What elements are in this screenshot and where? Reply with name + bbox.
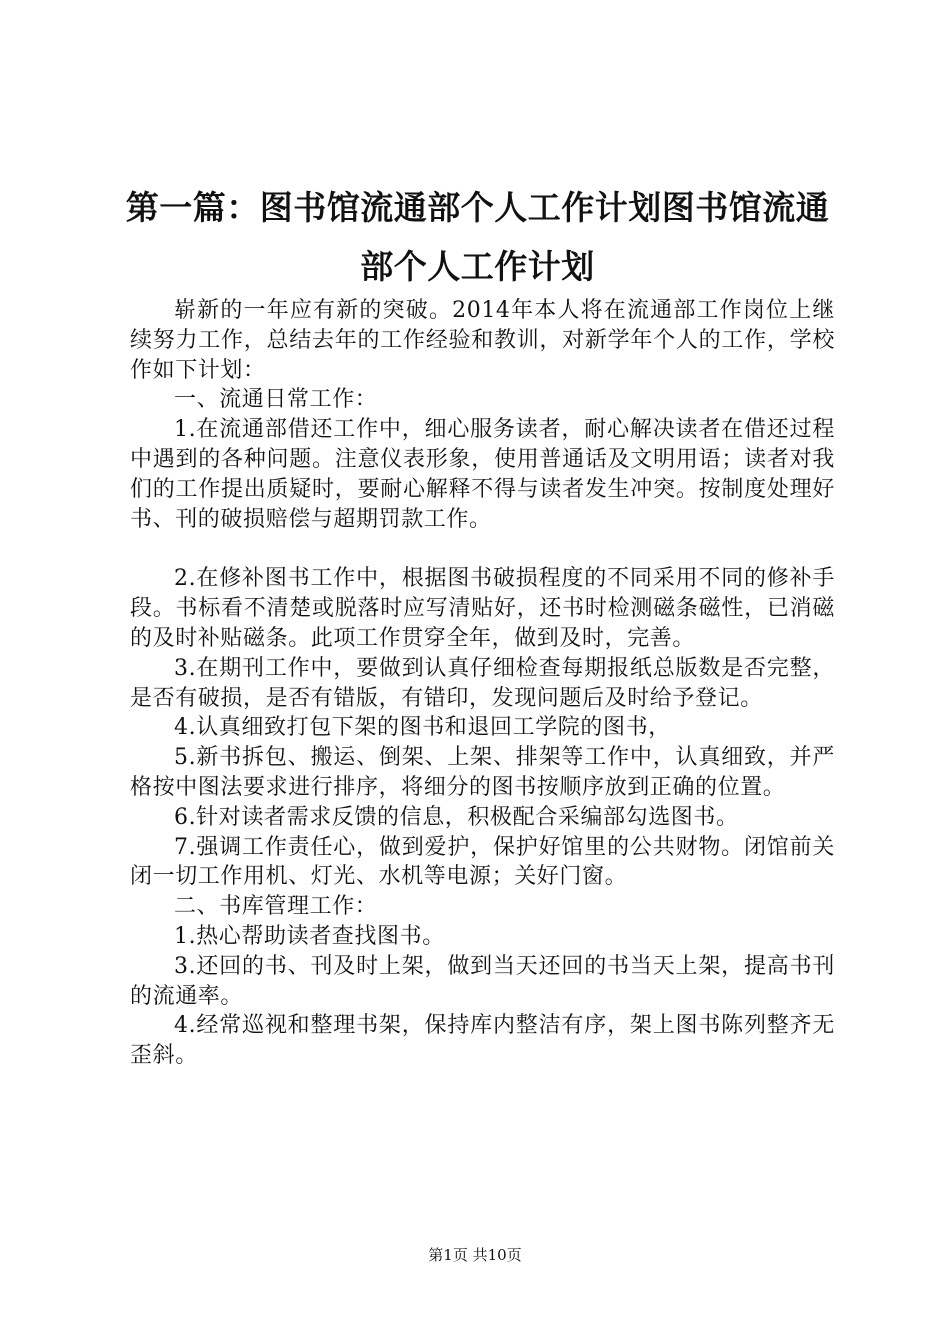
paragraph-item-4: 4.认真细致打包下架的图书和退回工学院的图书， (174, 715, 671, 741)
paragraph-stacks-item-3: 3.还回的书、刊及时上架，做到当天还回的书当天上架，提高书刊的流通率。 (130, 953, 835, 1009)
paragraph-item-3: 3.在期刊工作中，要做到认真仔细检查每期报纸总版数是否完整，是否有破损，是否有错版，有错印，发现问题后及时给予登记。 (130, 655, 835, 711)
document-title: 第一篇：图书馆流通部个人工作计划图书馆流通部个人工作计划 (125, 188, 830, 286)
paragraph-item-1: 1.在流通部借还工作中，细心服务读者，耐心解决读者在借还过程中遇到的各种问题。注意仪表形象，使用普通话及文明用语；读者对我们的工作提出质疑时，要耐心解释不得与读者发生冲突。按制度处理好书、刊的破损赔偿与超期罚款工作。 (130, 417, 835, 532)
paragraph-item-5: 5.新书拆包、搬运、倒架、上架、排架等工作中，认真细致，并严格按中图法要求进行排序，将细分的图书按顺序放到正确的位置。 (130, 745, 835, 800)
paragraph-item-2: 2.在修补图书工作中，根据图书破损程度的不同采用不同的修补手段。书标看不清楚或脱落时应写清贴好，还书时检测磁条磁性，已消磁的及时补贴磁条。此项工作贯穿全年，做到及时，完善。 (130, 566, 835, 651)
section-heading-stacks: 二、书库管理工作： (174, 894, 378, 920)
document-body (130, 296, 835, 1071)
section-heading-circulation: 一、流通日常工作： (174, 387, 378, 413)
page-footer: 第1页 共10页 (428, 1246, 522, 1264)
paragraph-item-6: 6.针对读者需求反馈的信息，积极配合采编部勾选图书。 (174, 804, 739, 830)
paragraph-item-7: 7.强调工作责任心，做到爱护，保护好馆里的公共财物。闭馆前关闭一切工作用机、灯光、水机等电源；关好门窗。 (130, 834, 835, 890)
paragraph-stacks-item-4: 4.经常巡视和整理书架，保持库内整洁有序，架上图书陈列整齐无歪斜。 (130, 1013, 835, 1069)
paragraph-intro: 崭新的一年应有新的突破。2014年本人将在流通部工作岗位上继续努力工作，总结去年的工作经验和教训，对新学年个人的工作，学校作如下计划： (130, 298, 835, 383)
paragraph-stacks-item-1: 1.热心帮助读者查找图书。 (174, 923, 445, 949)
